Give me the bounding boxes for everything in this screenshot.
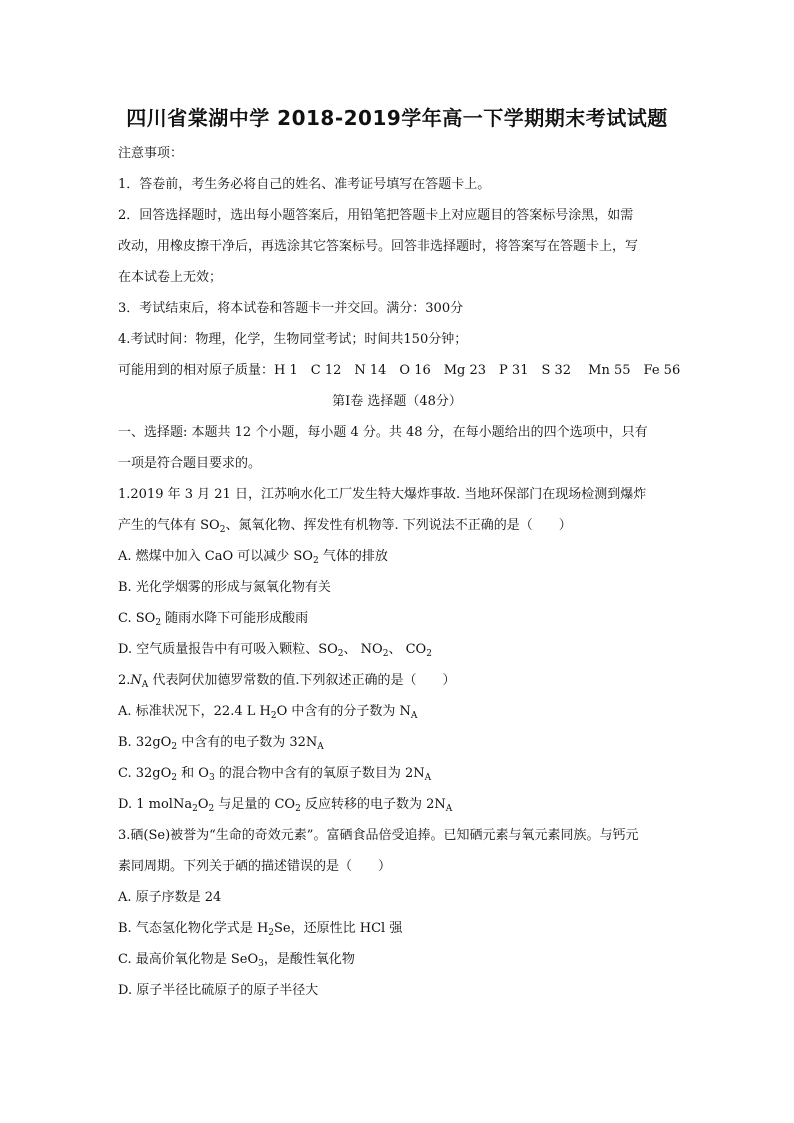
q1-stem-text-2: 、氮氧化物、挥发性有机物等. 下列说法不正确的是（ ） [225, 518, 572, 533]
q3-option-c-text: C. 最高价氧化物是 SeO [118, 952, 259, 967]
atomic-masses: 可能用到的相对原子质量：H 1 C 12 N 14 O 16 Mg 23 P 31 S 32 Mn 55 Fe 56 [118, 363, 681, 378]
q3-option-b-sub: 2 [268, 928, 275, 938]
q1-option-c-sub: 2 [155, 618, 162, 628]
q1-option-c-text: C. SO [118, 611, 156, 626]
section-desc-line-2: 一项是符合题目要求的。 [118, 456, 262, 471]
q3-option-b-text: B. 气态氢化物化学式是 H [118, 921, 269, 936]
notice-item-2-line-1: 2．回答选择题时，选出每小题答案后，用铅笔把答题卡上对应题目的答案标号涂黑，如需 [118, 208, 634, 223]
q2-option-c-sub-1: 2 [171, 773, 178, 783]
q2-option-a-text-2: O 中含有的分子数为 N [276, 704, 411, 719]
q2-stem-text: 代表阿伏加德罗常数的值.下列叙述正确的是（ ） [148, 673, 456, 688]
q3-option-d: D. 原子半径比硫原子的原子半径大 [118, 983, 319, 998]
q1-stem-line-1: 1.2019 年 3 月 21 日，江苏响水化工厂发生特大爆炸事故. 当地环保部门在现场检测到爆炸 [118, 487, 647, 502]
q2-option-d-text-4: 反应转移的电子数为 2N [300, 797, 446, 812]
q1-option-d-text-3: 、 CO [388, 642, 427, 657]
q2-option-c [118, 758, 676, 789]
q2-option-d [118, 789, 676, 820]
notice-item-1: 1．答卷前，考生务必将自己的姓名、准考证号填写在答题卡上。 [118, 177, 491, 192]
notice-heading: 注意事项： [118, 146, 184, 161]
section-title: 第I卷 选择题（48分） [332, 394, 462, 409]
q2-option-d-sub-3: 2 [295, 804, 301, 814]
q2-option-d-text-3: 与足量的 CO [214, 797, 296, 812]
q2-symbol: N [130, 673, 142, 688]
q1-option-a-sub: 2 [312, 556, 319, 566]
q2-option-b-sub-1: 2 [171, 742, 178, 752]
exam-title: 四川省棠湖中学 2018-2019学年高一下学期期末考试试题 [126, 106, 668, 130]
q1-option-d-text: D. 空气质量报告中有可吸入颗粒、SO [118, 642, 338, 657]
section-desc-line-1: 一、选择题: 本题共 12 个小题，每小题 4 分。共 48 分，在每小题给出的四个选项中，只有 [118, 425, 648, 440]
q3-option-a: A. 原子序数是 24 [118, 890, 222, 905]
q1-option-b: B. 光化学烟雾的形成与氮氧化物有关 [118, 580, 331, 595]
q2-option-b-text: B. 32gO [118, 735, 172, 750]
q2-option-d-text: D. 1 molNa [118, 797, 193, 812]
q1-option-c [118, 603, 676, 634]
q2-option-a-sub-2: A [410, 711, 418, 721]
q3-option-b-text-2: Se，还原性比 HCl 强 [274, 921, 403, 936]
q1-option-d-sub-2: 2 [382, 649, 389, 659]
q2-option-b [118, 727, 676, 758]
q3-option-c-text-2: ，是酸性氧化物 [263, 952, 355, 967]
q2-number: 2. [118, 673, 131, 688]
q2-option-d-sub-2: 2 [208, 804, 215, 814]
q3-stem-line-2: 素同周期。下列关于硒的描述错误的是（ ） [118, 859, 392, 874]
q2-stem [118, 665, 676, 696]
q1-stem-text: 产生的气体有 SO [118, 518, 220, 533]
q1-option-d-text-2: 、 NO [343, 642, 383, 657]
q1-option-a-text-2: 气体的排放 [318, 549, 388, 564]
q2-option-a-text: A. 标准状况下，22.4 L H [118, 704, 271, 719]
q2-option-d-text-2: O [197, 797, 209, 812]
q2-option-c-sub-2: 3 [208, 773, 215, 783]
q2-option-c-text-2: 和 O [177, 766, 209, 781]
notice-item-2-line-2: 改动，用橡皮擦干净后，再选涂其它答案标号。回答非选择题时，将答案写在答题卡上，写 [118, 239, 639, 254]
q2-option-d-sub-4: A [445, 804, 453, 814]
q1-option-d-sub-3: 2 [426, 649, 432, 659]
q2-option-b-text-2: 中含有的电子数为 32N [177, 735, 318, 750]
notice-item-4: 4.考试时间：物理，化学，生物同堂考试；时间共150分钟； [118, 332, 468, 347]
q1-option-a-text: A. 燃煤中加入 CaO 可以减少 SO [118, 549, 313, 564]
q2-option-a [118, 696, 676, 727]
notice-item-2-line-3: 在本试卷上无效； [118, 270, 223, 285]
q2-option-d-sub-1: 2 [192, 804, 198, 814]
notice-item-3: 3．考试结束后，将本试卷和答题卡一并交回。满分：300分 [118, 301, 464, 316]
q1-stem-sub: 2 [219, 525, 226, 535]
q2-option-a-sub-1: 2 [270, 711, 277, 721]
q2-option-c-text-3: 的混合物中含有的氧原子数目为 2N [214, 766, 425, 781]
q2-option-b-sub-2: A [317, 742, 324, 752]
exam-page [118, 104, 681, 1006]
q1-option-c-text-2: 随雨水降下可能形成酸雨 [161, 611, 309, 626]
q1-option-a [118, 541, 676, 572]
q3-stem-line-1: 3.硒(Se)被誉为“生命的奇效元素”。富硒食品倍受追捧。已知硒元素与氧元素同族。与钙元 [118, 828, 639, 843]
q2-option-c-text: C. 32gO [118, 766, 172, 781]
q1-option-d [118, 634, 676, 665]
q3-option-b [118, 913, 676, 944]
q3-option-c [118, 944, 676, 975]
q1-option-d-sub-1: 2 [337, 649, 344, 659]
q3-option-c-sub: 3 [258, 959, 264, 969]
q1-stem-line-2 [118, 510, 676, 541]
q2-symbol-sub: A [141, 680, 149, 690]
q2-option-c-sub-3: A [424, 773, 432, 783]
